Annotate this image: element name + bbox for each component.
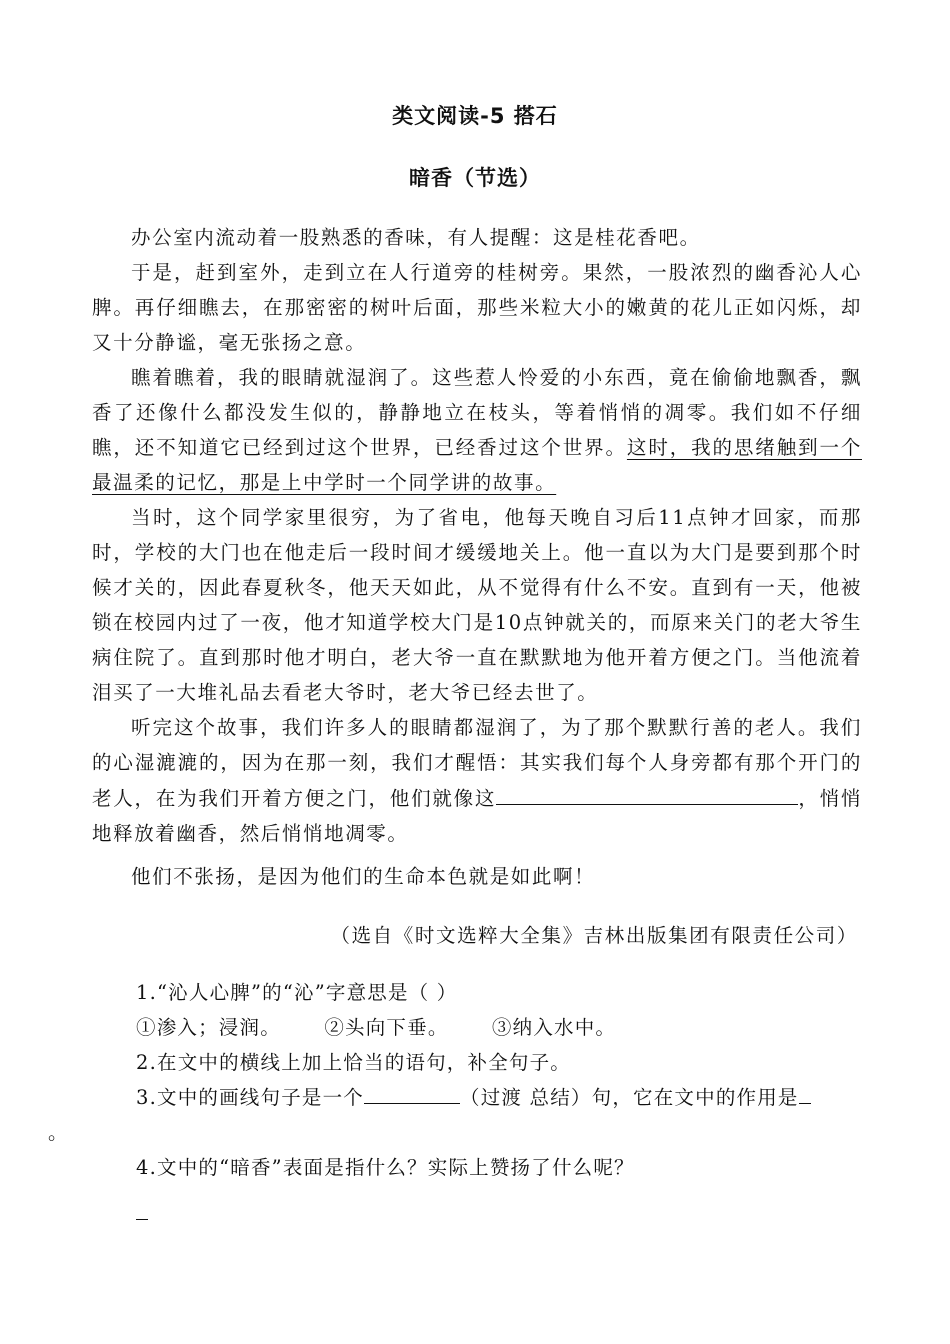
article-title: 暗香（节选） [409,166,541,190]
paragraph-5-text-after: ，悄悄地释放着幽香，然后悄悄地凋零。 [92,787,862,845]
source-citation: （选自《时文选粹大全集》吉林出版集团有限责任公司） [330,924,858,947]
question-3 [48,1080,867,1150]
paragraph-5-text-before: 听完这个故事，我们许多人的眼睛都湿润了，为了那个默默行善的老人。我们的心湿漉漉的，因为在那一刻，我们才醒悟：其实我们每个人身旁都有那个开门的老人，在为我们开着方便之门，他们就像这 [92,716,862,810]
option-3[interactable]: ③纳入水中。 [491,1016,617,1039]
question-3-answer-blank[interactable] [799,1081,811,1104]
question-3-blank[interactable] [364,1081,460,1104]
question-list [48,975,867,1220]
question-4: 4.文中的“暗香”表面是指什么？实际上赞扬了什么呢？ [136,1156,635,1179]
article-body [92,220,862,894]
fill-blank-start[interactable] [496,782,508,805]
paragraph-2: 于是，赶到室外，走到立在人行道旁的桂树旁。果然，一股浓烈的幽香沁人心脾。再仔细瞧去，在那密密的树叶后面，那些米粒大小的嫩黄的花儿正如闪烁，却又十分静谧，毫无张扬之意。 [92,261,862,354]
paragraph-1: 办公室内流动着一股熟悉的香味，有人提醒：这是桂花香吧。 [131,226,701,249]
option-1[interactable]: ①渗入；浸润。 [136,1016,281,1039]
fill-blank-line[interactable] [508,780,798,805]
question-1-options [92,1010,867,1045]
question-3-text-end: 。 [48,1121,69,1144]
question-2: 2.在文中的横线上加上恰当的语句，补全句子。 [136,1051,572,1074]
question-3-text-middle: （过渡 总结）句，它在文中的作用是 [460,1086,799,1109]
underlined-sentence: 这时，我的思绪触到一个最温柔的记忆，那是上中学时一个同学讲的故事。 [92,436,862,494]
paragraph-3-text: 瞧着瞧着，我的眼睛就湿润了。这些惹人怜爱的小东西，竟在偷偷地飘香，飘香了还像什么都没发生似的，静静地立在枝头，等着悄悄的凋零。我们如不仔细瞧，还不知道它已经到过这个世界，已经香过这个世界。 [92,366,862,459]
paragraph-4: 当时，这个同学家里很穷，为了省电，他每天晚自习后11点钟才回家，而那时，学校的大门也在他走后一段时间才缓缓地关上。他一直以为大门是要到那个时候才关的，因此春夏秋冬，他天天如此，从不觉得有什么不安。直到有一天，他被锁在校园内过了一夜，他才知道学校大门是10点钟就关的，而原来关门的老大爷生病住院了。直到那时他才明白，老大爷一直在默默地为他开着方便之门。当他流着泪买了一大堆礼品去看老大爷时，老大爷已经去世了。 [92,506,862,704]
page-title: 类文阅读-5 搭石 [392,104,558,128]
question-3-text-before: 3.文中的画线句子是一个 [136,1086,365,1109]
paragraph-5 [92,710,862,851]
paragraph-3 [92,360,862,500]
option-2[interactable]: ②头向下垂。 [324,1016,449,1039]
question-4-answer-blank[interactable] [136,1197,148,1220]
paragraph-6: 他们不张扬，是因为他们的生命本色就是如此啊！ [131,865,596,888]
question-1: 1.“沁人心脾”的“沁”字意思是（ ） [136,981,458,1004]
